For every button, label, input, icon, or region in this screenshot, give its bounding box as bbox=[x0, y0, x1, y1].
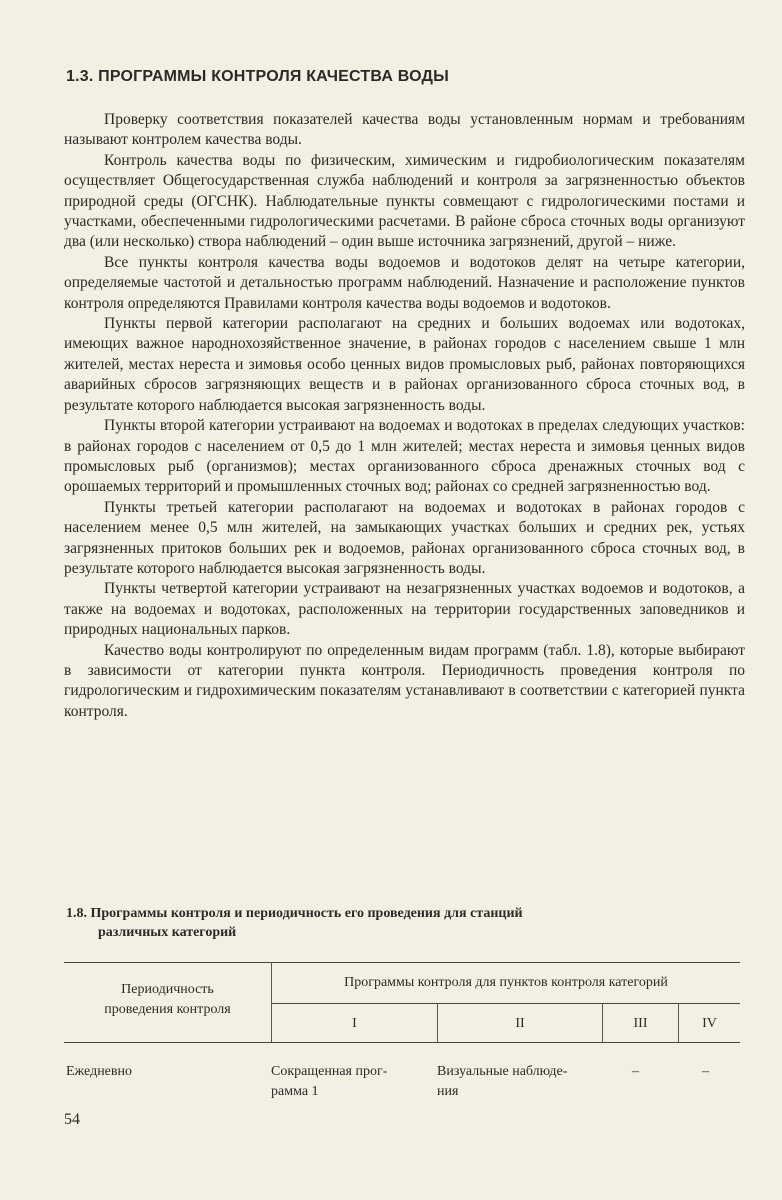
paragraph: Пункты третьей категории располагают на водоемах и водотоках в районах городов с населением менее 0,5 млн жителей, на замыкающих участках больших и средних рек, устьях загрязненных притоков больших рек и водоемов, районах организованного сброса сточных вод, в результате которого наблюдается высокая загрязненность воды. bbox=[64, 498, 745, 577]
cell-line: ния bbox=[437, 1084, 459, 1099]
page-number: 54 bbox=[64, 1111, 80, 1128]
table-subheader-rule bbox=[272, 1003, 740, 1004]
paragraph: Проверку соответствия показателей качества воды установленным нормам и требованиям называют контролем качества воды. bbox=[64, 111, 745, 149]
cell-category-4: – bbox=[702, 1064, 709, 1079]
cell-category-3: – bbox=[632, 1064, 639, 1079]
table-caption bbox=[66, 904, 666, 942]
cell-period: Ежедневно bbox=[66, 1064, 133, 1079]
header-category-1: I bbox=[352, 1016, 357, 1031]
paragraph: Все пункты контроля качества воды водоемов и водотоков делят на четыре категории, определяемые частотой и детальностью программ наблюдений. Назначение и расположение пунктов контроля определяются Правилами контроля качества воды водоемов и водотоков. bbox=[64, 253, 745, 312]
table-header-bottom-rule bbox=[64, 1042, 740, 1043]
header-period-line: Периодичность bbox=[121, 982, 214, 997]
paragraph: Пункты четвертой категории устраивают на незагрязненных участках водоемов и водотоков, а также на водоемах и водотоках, расположенных на территории государственных заповедников и природных национальных парков. bbox=[64, 580, 745, 639]
section-heading: 1.3. ПРОГРАММЫ КОНТРОЛЯ КАЧЕСТВА ВОДЫ bbox=[66, 68, 449, 85]
section-body bbox=[64, 110, 745, 722]
header-programs-group: Программы контроля для пунктов контроля категорий bbox=[344, 975, 668, 990]
table-caption-line: 1.8. Программы контроля и периодичность его проведения для станций bbox=[66, 906, 523, 921]
paragraph: Контроль качества воды по физическим, химическим и гидробиологическим показателям осуществляет Общегосударственная служба наблюдений и контроля за загрязненностью объектов природной среды (ОГСНК). Наблюдательные пункты совмещают с гидрологическими постами и участками, обеспеченными гидрологическими расчетами. В районе сброса сточных воды организуют два (или несколько) створа наблюдений – один выше источника загрязнений, другой – ниже. bbox=[64, 151, 745, 251]
paragraph: Пункты второй категории устраивают на водоемах и водотоках в пределах следующих участков: в районах городов с населением от 0,5 до 1 млн жителей; местах нереста и зимовья ценных видов промысловых рыб (организмов); местах организованного сброса дренажных сточных вод с орошаемых территорий и промышленных сточных вод; районах со средней загрязненностью вод. bbox=[64, 417, 745, 496]
table-top-rule bbox=[64, 962, 740, 963]
table-caption-line: различных категорий bbox=[98, 925, 237, 940]
cell-line: рамма 1 bbox=[271, 1084, 319, 1099]
table-row bbox=[64, 1062, 740, 1106]
header-category-2: II bbox=[515, 1016, 525, 1031]
control-programs-table bbox=[64, 962, 740, 1112]
paragraph: Качество воды контролируют по определенным видам программ (табл. 1.8), которые выбирают в зависимости от категории пункта контроля. Периодичность проведения контроля по гидрологическим и гидрохимическим показателям устанавливают в соответствии с категорией пункта контроля. bbox=[64, 641, 745, 720]
cell-category-2 bbox=[437, 1062, 599, 1102]
header-period bbox=[64, 980, 271, 1020]
cell-line: Сокращенная прог- bbox=[271, 1064, 388, 1079]
header-period-line: проведения контроля bbox=[104, 1002, 231, 1017]
paragraph: Пункты первой категории располагают на средних и больших водоемах или водотоках, имеющих важное народнохозяйственное значение, в районах городов с населением свыше 1 млн жителей, местах нереста и зимовья особо ценных видов промысловых рыб, районах повторяющихся аварийных сбросов загрязняющих веществ и в районах организованного сброса сточных вод, в результате которого наблюдается высокая загрязненность воды. bbox=[64, 315, 745, 414]
cell-line: Визуальные наблюде- bbox=[437, 1064, 568, 1079]
header-category-4: IV bbox=[702, 1016, 717, 1031]
header-category-3: III bbox=[633, 1016, 648, 1031]
cell-category-1 bbox=[271, 1062, 431, 1102]
